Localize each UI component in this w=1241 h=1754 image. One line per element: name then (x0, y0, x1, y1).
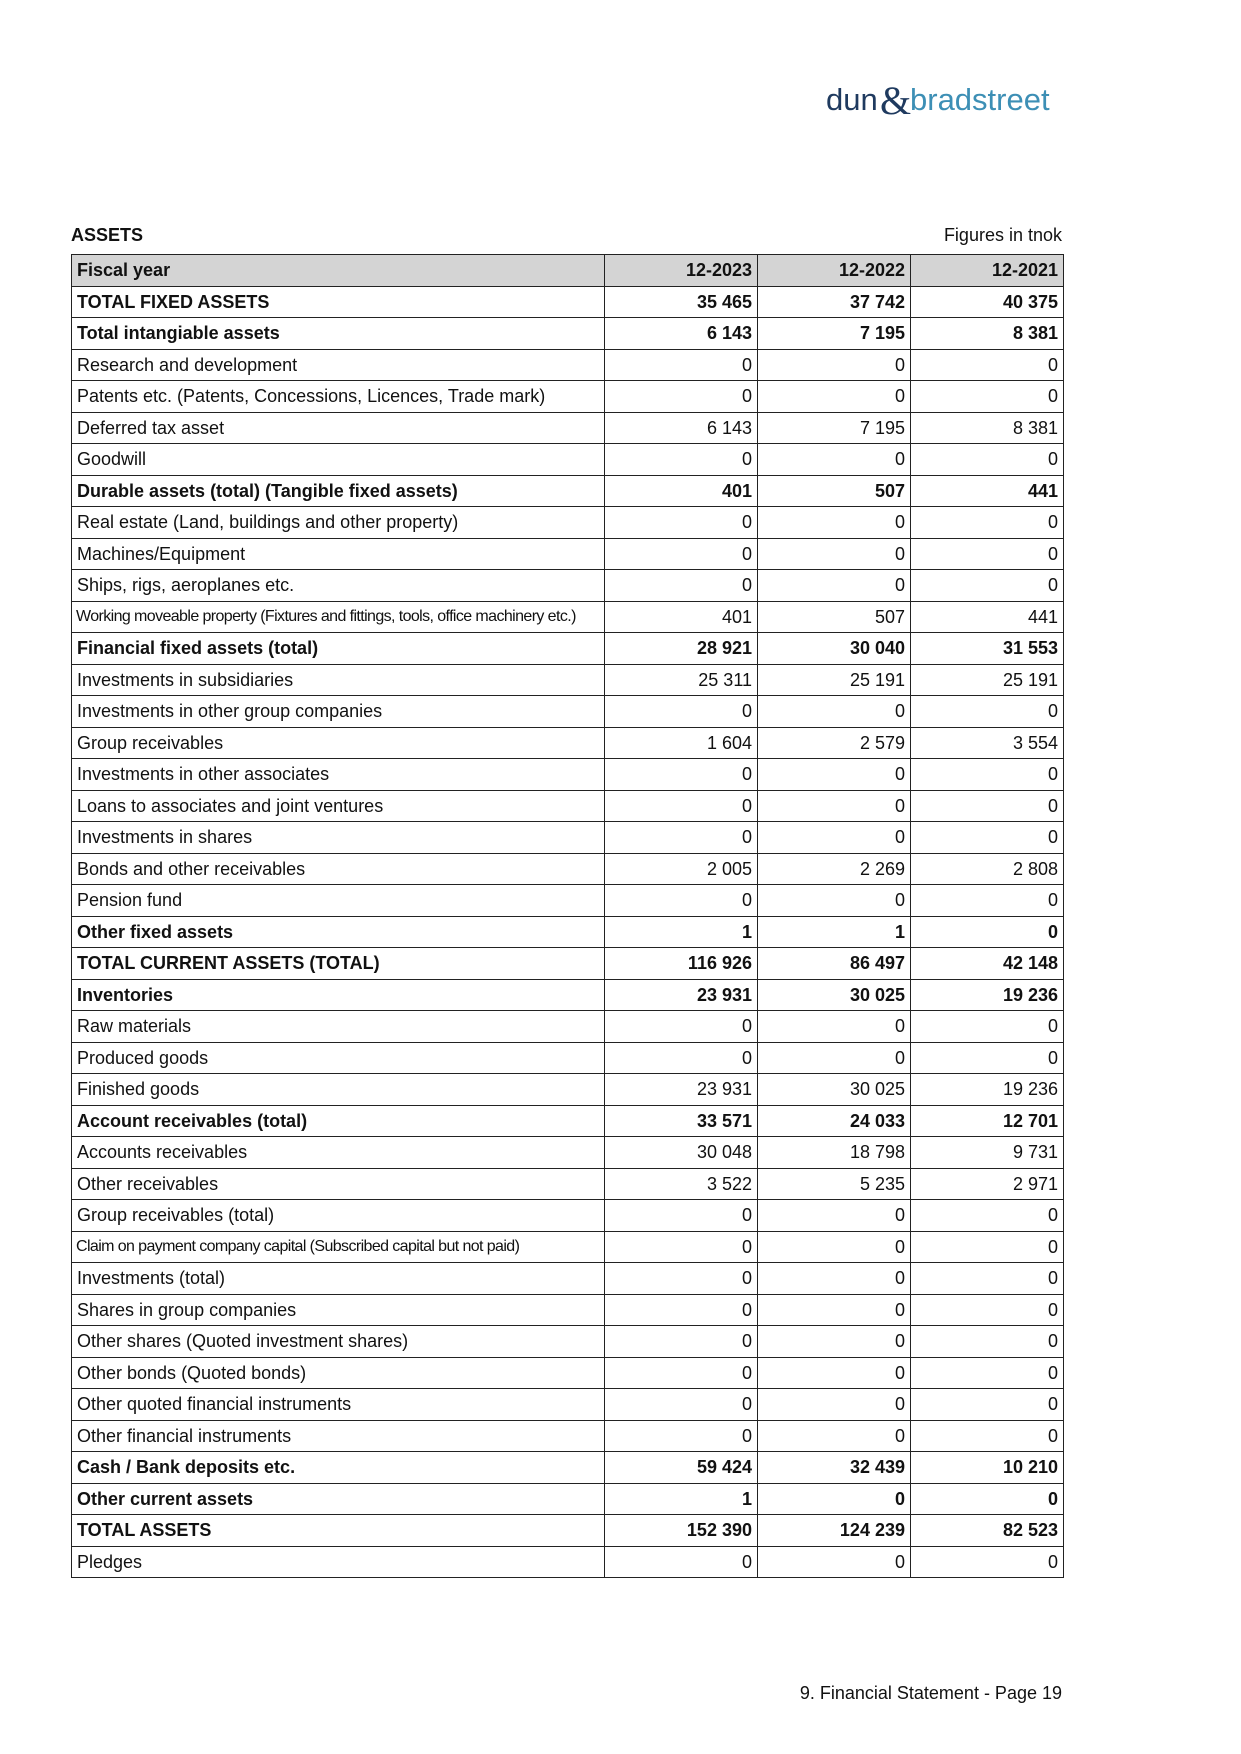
row-value: 0 (911, 538, 1064, 570)
row-value: 0 (605, 1263, 758, 1295)
logo-ampersand: & (880, 78, 912, 122)
row-value: 35 465 (605, 286, 758, 318)
row-label: Patents etc. (Patents, Concessions, Licences, Trade mark) (72, 381, 605, 413)
row-value: 25 191 (911, 664, 1064, 696)
table-row (72, 1326, 1064, 1358)
row-label: TOTAL ASSETS (72, 1515, 605, 1547)
row-label: Group receivables (72, 727, 605, 759)
table-row (72, 1515, 1064, 1547)
table-row (72, 412, 1064, 444)
row-label: Investments (total) (72, 1263, 605, 1295)
row-value: 0 (911, 1042, 1064, 1074)
row-value: 2 579 (758, 727, 911, 759)
row-value: 507 (758, 601, 911, 633)
row-label: Account receivables (total) (72, 1105, 605, 1137)
row-value: 31 553 (911, 633, 1064, 665)
row-value: 0 (758, 1263, 911, 1295)
row-value: 0 (758, 1011, 911, 1043)
row-value: 37 742 (758, 286, 911, 318)
row-value: 124 239 (758, 1515, 911, 1547)
row-value: 0 (605, 507, 758, 539)
row-value: 2 808 (911, 853, 1064, 885)
row-value: 0 (911, 1011, 1064, 1043)
row-value: 0 (758, 790, 911, 822)
row-value: 0 (758, 1231, 911, 1263)
row-value: 0 (758, 1357, 911, 1389)
dun-bradstreet-logo (826, 78, 1062, 122)
row-value: 0 (605, 790, 758, 822)
row-label: Durable assets (total) (Tangible fixed assets) (72, 475, 605, 507)
table-row (72, 1420, 1064, 1452)
row-value: 10 210 (911, 1452, 1064, 1484)
table-row (72, 1231, 1064, 1263)
row-value: 30 025 (758, 1074, 911, 1106)
table-row (72, 1011, 1064, 1043)
row-value: 8 381 (911, 412, 1064, 444)
row-value: 0 (605, 1357, 758, 1389)
row-label: Deferred tax asset (72, 412, 605, 444)
row-value: 0 (605, 381, 758, 413)
table-row (72, 885, 1064, 917)
assets-table (71, 254, 1064, 1578)
row-value: 0 (605, 1011, 758, 1043)
row-value: 0 (758, 349, 911, 381)
row-value: 0 (758, 1326, 911, 1358)
row-label: Other fixed assets (72, 916, 605, 948)
row-value: 0 (605, 1389, 758, 1421)
row-value: 0 (758, 1042, 911, 1074)
row-value: 2 269 (758, 853, 911, 885)
row-label: Bonds and other receivables (72, 853, 605, 885)
table-row (72, 790, 1064, 822)
figures-note: Figures in tnok (943, 225, 1062, 245)
row-value: 40 375 (911, 286, 1064, 318)
row-label: Cash / Bank deposits etc. (72, 1452, 605, 1484)
table-row (72, 444, 1064, 476)
row-value: 0 (758, 381, 911, 413)
row-label: Ships, rigs, aeroplanes etc. (72, 570, 605, 602)
table-row (72, 1263, 1064, 1295)
table-row (72, 286, 1064, 318)
row-value: 8 381 (911, 318, 1064, 350)
row-value: 7 195 (758, 412, 911, 444)
row-value: 0 (911, 696, 1064, 728)
row-value: 24 033 (758, 1105, 911, 1137)
row-value: 152 390 (605, 1515, 758, 1547)
row-value: 0 (758, 885, 911, 917)
table-row (72, 1042, 1064, 1074)
table-row (72, 475, 1064, 507)
row-value: 0 (605, 885, 758, 917)
table-row (72, 759, 1064, 791)
row-value: 0 (605, 696, 758, 728)
row-value: 30 040 (758, 633, 911, 665)
row-value: 19 236 (911, 1074, 1064, 1106)
row-value: 25 311 (605, 664, 758, 696)
row-label: Inventories (72, 979, 605, 1011)
row-value: 1 (605, 1483, 758, 1515)
row-value: 0 (605, 1231, 758, 1263)
row-label: Investments in other associates (72, 759, 605, 791)
row-value: 0 (911, 1200, 1064, 1232)
row-label: Other quoted financial instruments (72, 1389, 605, 1421)
logo-svg (826, 78, 1062, 122)
row-value: 401 (605, 601, 758, 633)
table-row (72, 727, 1064, 759)
row-value: 0 (758, 759, 911, 791)
row-value: 2 005 (605, 853, 758, 885)
header-year: 12-2023 (605, 255, 758, 287)
table-row (72, 916, 1064, 948)
table-row (72, 1357, 1064, 1389)
row-value: 1 (758, 916, 911, 948)
row-value: 0 (758, 1200, 911, 1232)
row-label: Investments in other group companies (72, 696, 605, 728)
row-value: 0 (911, 1326, 1064, 1358)
row-value: 42 148 (911, 948, 1064, 980)
row-value: 2 971 (911, 1168, 1064, 1200)
row-value: 0 (758, 538, 911, 570)
row-value: 0 (911, 444, 1064, 476)
table-row (72, 853, 1064, 885)
row-value: 0 (605, 759, 758, 791)
row-value: 6 143 (605, 318, 758, 350)
table-row (72, 1389, 1064, 1421)
table-row (72, 696, 1064, 728)
row-value: 0 (758, 1389, 911, 1421)
row-value: 82 523 (911, 1515, 1064, 1547)
logo-text-left: dun (826, 82, 878, 117)
table-row (72, 381, 1064, 413)
table-row (72, 318, 1064, 350)
row-value: 0 (911, 1483, 1064, 1515)
row-value: 0 (605, 1200, 758, 1232)
row-value: 0 (758, 444, 911, 476)
table-row (72, 349, 1064, 381)
row-value: 0 (605, 1294, 758, 1326)
row-label: Shares in group companies (72, 1294, 605, 1326)
table-row (72, 1200, 1064, 1232)
row-value: 0 (758, 507, 911, 539)
row-value: 0 (911, 1546, 1064, 1578)
table-row (72, 1074, 1064, 1106)
row-value: 441 (911, 601, 1064, 633)
row-value: 0 (605, 444, 758, 476)
row-value: 0 (605, 1042, 758, 1074)
row-value: 0 (605, 822, 758, 854)
header-year: 12-2021 (911, 255, 1064, 287)
table-row (72, 948, 1064, 980)
row-value: 0 (758, 696, 911, 728)
row-label: Machines/Equipment (72, 538, 605, 570)
table-row (72, 1483, 1064, 1515)
row-label: Claim on payment company capital (Subscribed capital but not paid) (72, 1231, 605, 1263)
row-value: 0 (758, 822, 911, 854)
row-value: 9 731 (911, 1137, 1064, 1169)
row-label: TOTAL CURRENT ASSETS (TOTAL) (72, 948, 605, 980)
row-label: Research and development (72, 349, 605, 381)
row-label: Other shares (Quoted investment shares) (72, 1326, 605, 1358)
row-value: 0 (605, 538, 758, 570)
row-value: 33 571 (605, 1105, 758, 1137)
row-label: Goodwill (72, 444, 605, 476)
row-value: 0 (605, 1420, 758, 1452)
row-value: 6 143 (605, 412, 758, 444)
row-value: 0 (758, 1546, 911, 1578)
row-value: 0 (911, 822, 1064, 854)
row-label: Loans to associates and joint ventures (72, 790, 605, 822)
row-value: 0 (911, 759, 1064, 791)
row-label: Other financial instruments (72, 1420, 605, 1452)
header-year: 12-2022 (758, 255, 911, 287)
row-label: Pension fund (72, 885, 605, 917)
page-footer: 9. Financial Statement - Page 19 (799, 1683, 1062, 1703)
row-value: 0 (911, 1231, 1064, 1263)
row-label: Investments in shares (72, 822, 605, 854)
row-label: Other current assets (72, 1483, 605, 1515)
row-label: Pledges (72, 1546, 605, 1578)
row-value: 59 424 (605, 1452, 758, 1484)
row-value: 0 (605, 1546, 758, 1578)
table-row (72, 1294, 1064, 1326)
table-row (72, 570, 1064, 602)
row-value: 0 (911, 381, 1064, 413)
row-value: 0 (911, 1294, 1064, 1326)
header-row (72, 255, 1064, 287)
row-value: 0 (911, 1420, 1064, 1452)
row-value: 1 604 (605, 727, 758, 759)
row-value: 19 236 (911, 979, 1064, 1011)
row-value: 23 931 (605, 979, 758, 1011)
row-value: 1 (605, 916, 758, 948)
row-value: 0 (911, 790, 1064, 822)
table-row (72, 633, 1064, 665)
section-title: ASSETS (71, 225, 144, 245)
row-label: Produced goods (72, 1042, 605, 1074)
row-value: 0 (911, 1389, 1064, 1421)
logo-text-right: bradstreet (910, 82, 1050, 117)
row-value: 0 (911, 570, 1064, 602)
row-value: 32 439 (758, 1452, 911, 1484)
table-row (72, 979, 1064, 1011)
row-value: 86 497 (758, 948, 911, 980)
row-value: 0 (911, 916, 1064, 948)
row-value: 0 (911, 1263, 1064, 1295)
row-value: 401 (605, 475, 758, 507)
row-value: 0 (758, 570, 911, 602)
row-value: 18 798 (758, 1137, 911, 1169)
row-value: 0 (605, 1326, 758, 1358)
table-row (72, 1137, 1064, 1169)
row-label: TOTAL FIXED ASSETS (72, 286, 605, 318)
table-row (72, 822, 1064, 854)
row-label: Working moveable property (Fixtures and fittings, tools, office machinery etc.) (72, 601, 605, 633)
row-value: 5 235 (758, 1168, 911, 1200)
row-value: 0 (758, 1294, 911, 1326)
row-value: 441 (911, 475, 1064, 507)
row-label: Group receivables (total) (72, 1200, 605, 1232)
row-value: 0 (605, 570, 758, 602)
row-value: 25 191 (758, 664, 911, 696)
table-row (72, 507, 1064, 539)
row-value: 30 025 (758, 979, 911, 1011)
table-row (72, 1168, 1064, 1200)
row-value: 0 (605, 349, 758, 381)
row-label: Finished goods (72, 1074, 605, 1106)
row-label: Accounts receivables (72, 1137, 605, 1169)
row-label: Total intangiable assets (72, 318, 605, 350)
row-label: Investments in subsidiaries (72, 664, 605, 696)
row-label: Other receivables (72, 1168, 605, 1200)
row-value: 3 554 (911, 727, 1064, 759)
row-value: 3 522 (605, 1168, 758, 1200)
table-row (72, 1546, 1064, 1578)
table-row (72, 1452, 1064, 1484)
row-value: 12 701 (911, 1105, 1064, 1137)
row-value: 0 (911, 507, 1064, 539)
row-value: 0 (758, 1483, 911, 1515)
row-value: 0 (911, 885, 1064, 917)
row-value: 0 (758, 1420, 911, 1452)
table-row (72, 601, 1064, 633)
table-row (72, 1105, 1064, 1137)
header-label: Fiscal year (72, 255, 605, 287)
table-row (72, 538, 1064, 570)
row-value: 0 (911, 1357, 1064, 1389)
row-value: 507 (758, 475, 911, 507)
row-value: 28 921 (605, 633, 758, 665)
row-value: 23 931 (605, 1074, 758, 1106)
row-value: 116 926 (605, 948, 758, 980)
row-label: Other bonds (Quoted bonds) (72, 1357, 605, 1389)
row-label: Raw materials (72, 1011, 605, 1043)
row-label: Financial fixed assets (total) (72, 633, 605, 665)
row-label: Real estate (Land, buildings and other property) (72, 507, 605, 539)
table-row (72, 664, 1064, 696)
row-value: 7 195 (758, 318, 911, 350)
row-value: 30 048 (605, 1137, 758, 1169)
row-value: 0 (911, 349, 1064, 381)
